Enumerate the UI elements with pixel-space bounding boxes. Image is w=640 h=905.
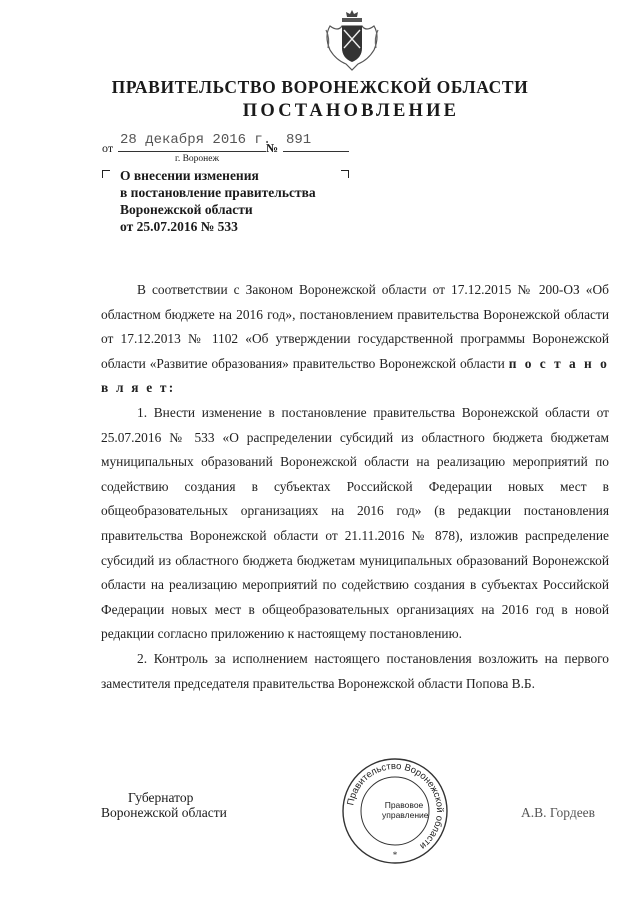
- decree-word: п о с т а н о в л я е т:: [101, 355, 609, 396]
- organization-title: ПРАВИТЕЛЬСТВО ВОРОНЕЖСКОЙ ОБЛАСТИ: [111, 77, 529, 97]
- subject-line: в постановление правительства: [120, 185, 316, 200]
- preamble-paragraph: [101, 278, 609, 401]
- date-prefix-label: от: [102, 141, 114, 155]
- coat-of-arms-emblem: [322, 8, 382, 72]
- item-1-paragraph: 1. Внести изменение в постановление правительства Воронежской области от 25.07.2016 № 533 «О распределении субсидий из областного бюджета бюджетам муниципальных образований Воронежской области на реализацию мероприятий по содействию создания в субъектах Российской Федерации новых мест в общеобразовательных организациях на 2016 год» (в редакции постановления правительства Воронежской области от 21.11.2016 № 878), изложив распределение субсидий из областного бюджета бюджетам муниципальных образований Воронежской области на реализацию мероприятий по содействию создания в субъектах Российской Федерации новых мест в общеобразовательных организациях на 2016 год в новой редакции согласно приложению к настоящему постановлению.: [101, 404, 609, 642]
- subject-corner-left: [102, 170, 110, 178]
- document-type: ПОСТАНОВЛЕНИЕ: [242, 101, 460, 121]
- number-label: №: [266, 141, 279, 155]
- date-underline: [118, 151, 266, 152]
- item-2-paragraph: 2. Контроль за исполнением настоящего постановления возложить на первого заместителя председателя правительства Воронежской области Попова В.Б.: [101, 650, 609, 691]
- subject-line: О внесении изменения: [120, 168, 259, 183]
- document-date: 28 декабря 2016 г.: [120, 132, 272, 148]
- signatory-name: А.В. Гордеев: [521, 805, 596, 820]
- subject-line: от 25.07.2016 № 533: [120, 219, 238, 234]
- stamp-inner-text: Правовое управление: [382, 800, 429, 820]
- stamp-star: *: [392, 850, 398, 860]
- number-underline: [283, 151, 349, 152]
- document-subject: [120, 167, 350, 235]
- document-number: 891: [286, 132, 312, 148]
- city-label: г. Воронеж: [175, 154, 220, 164]
- document-body: [101, 278, 609, 696]
- signatory-title: Губернатор: [128, 790, 194, 805]
- signatory-region: Воронежской области: [101, 805, 227, 820]
- preamble-text: В соответствии с Законом Воронежской области от 17.12.2015 № 200-ОЗ «Об областном бюджете на 2016 год», постановлением правительства Воронежской области от 17.12.2013 № 1102 «Об утверждении государственной программы Воронежской области «Развитие образования» правительство Воронежской области: [101, 282, 609, 371]
- subject-line: Воронежской области: [120, 202, 253, 217]
- stamp-ring-text: Правительство Воронежской области: [345, 760, 446, 852]
